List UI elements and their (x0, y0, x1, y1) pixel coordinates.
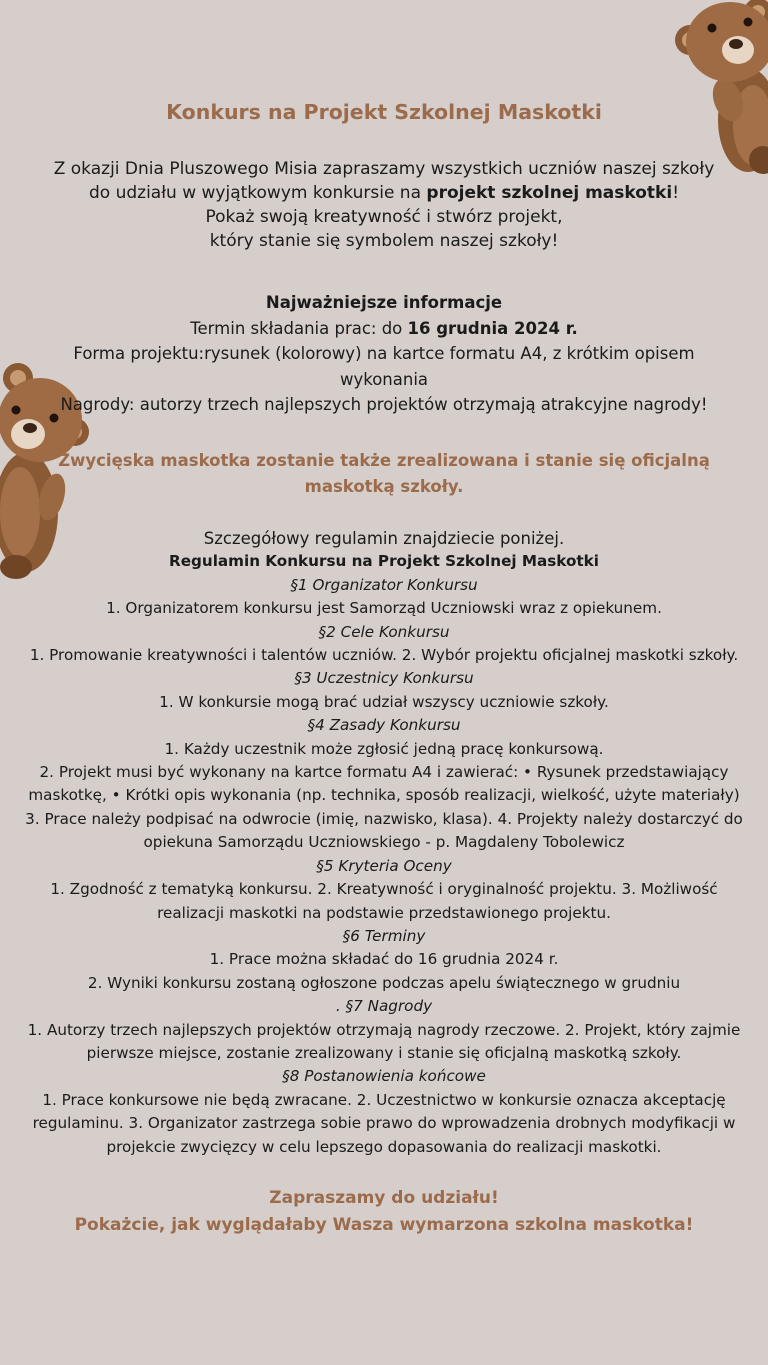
section-heading: §8 Postanowienia końcowe (282, 1067, 486, 1086)
intro-text: do udziału w wyjątkowym konkursie na (88, 183, 427, 203)
intro-text: ! (672, 183, 680, 203)
teddy-bear-top-right-icon (668, 0, 768, 175)
section-heading: §3 Uczestnicy Konkursu (294, 669, 474, 688)
section-heading: . §7 Nagrody (335, 997, 433, 1016)
intro-line: Z okazji Dnia Pluszowego Misia zapraszamy wszystkich uczniów naszej szkoły (53, 159, 715, 179)
rule-line: projekcie zwycięzcy w celu lepszego dopasowania do realizacji maskotki. (106, 1137, 662, 1156)
deadline-line (8, 316, 760, 342)
form-line: wykonania (339, 369, 429, 389)
rule-line: 2. Wyniki konkursu zostaną ogłoszone podczas apelu świątecznego w grudniu (87, 973, 681, 992)
key-info-heading (8, 290, 760, 316)
rules-lead: Szczegółowy regulamin znajdziecie poniżej. (203, 529, 565, 548)
section-heading: §5 Kryteria Oceny (316, 856, 452, 875)
closing-block (8, 1185, 760, 1239)
key-info-block (8, 290, 760, 418)
rule-line: 1. Organizatorem konkursu jest Samorząd Uczniowski wraz z opiekunem. (106, 599, 662, 618)
rule-line: 1. Prace można składać do 16 grudnia 2024 r. (209, 950, 559, 969)
intro-line: Pokaż swoją kreatywność i stwórz projekt, (205, 207, 563, 227)
section-heading: §2 Cele Konkursu (318, 622, 450, 641)
rule-line: pierwsze miejsce, zostanie zrealizowany i stanie się oficjalną maskotką szkoły. (86, 1043, 682, 1062)
rule-line: 3. Prace należy podpisać na odwrocie (imię, nazwisko, klasa). 4. Projekty należy dostarczyć do (25, 809, 743, 828)
intro-highlight: projekt szkolnej maskotki (426, 183, 673, 203)
closing-line: Pokażcie, jak wyglądałaby Wasza wymarzona szkolna maskotka! (74, 1215, 694, 1235)
rule-line: 1. Autorzy trzech najlepszych projektów otrzymają nagrody rzeczowe. 2. Projekt, który zajmie (27, 1020, 741, 1039)
intro-line: który stanie się symbolem naszej szkoły! (209, 231, 559, 251)
rule-line: 1. W konkursie mogą brać udział wszyscy uczniowie szkoły. (159, 692, 609, 711)
rule-line: regulaminu. 3. Organizator zastrzega sobie prawo do wprowadzenia drobnych modyfikacji w (32, 1114, 736, 1133)
prizes-line: Nagrody: autorzy trzech najlepszych projektów otrzymają atrakcyjne nagrody! (60, 395, 708, 414)
rule-line: opiekuna Samorządu Uczniowskiego - p. Magdaleny Tobolewicz (143, 833, 625, 852)
rule-line: realizacji maskotki na podstawie przedstawionego projektu. (157, 903, 611, 922)
rule-line: 1. Prace konkursowe nie będą zwracane. 2. Uczestnictwo w konkursie oznacza akceptację (42, 1090, 726, 1109)
rule-line: 2. Projekt musi być wykonany na kartce formatu A4 i zawierać: • Rysunek przedstawiający (39, 763, 729, 782)
rules-title: Regulamin Konkursu na Projekt Szkolnej Maskotki (169, 552, 599, 571)
rules-block (8, 527, 760, 1159)
rule-line: 1. Każdy uczestnik może zgłosić jedną pracę konkursową. (164, 739, 604, 758)
deadline-value: 16 grudnia 2024 r. (407, 318, 578, 338)
section-heading: §6 Terminy (342, 926, 426, 945)
rule-line: 1. Promowanie kreatywności i talentów uczniów. 2. Wybór projektu oficjalnej maskotki szkoły. (29, 646, 739, 665)
form-line: Forma projektu:rysunek (kolorowy) na kartce formatu A4, z krótkim opisem (73, 344, 695, 363)
rule-line: maskotkę, • Krótki opis wykonania (np. technika, sposób realizacji, wielkość, użyte materiały) (28, 786, 740, 805)
section-heading: §1 Organizator Konkursu (290, 575, 478, 594)
rule-line: 1. Zgodność z tematyką konkursu. 2. Kreatywność i oryginalność projektu. 3. Możliwość (50, 880, 718, 899)
key-info-heading-text: Najważniejsze informacje (265, 293, 503, 312)
deadline-label: Termin składania prac: do (190, 318, 408, 338)
intro-block (8, 157, 760, 253)
winner-line: Zwycięska maskotka zostanie także zrealizowana i stanie się oficjalną (58, 451, 710, 470)
winner-line: maskotką szkoły. (304, 477, 464, 496)
page-title: Konkurs na Projekt Szkolnej Maskotki (166, 100, 602, 124)
section-heading: §4 Zasady Konkursu (307, 716, 461, 735)
closing-line: Zapraszamy do udziału! (269, 1188, 499, 1208)
intro-line (8, 181, 760, 205)
winner-note (8, 448, 760, 500)
